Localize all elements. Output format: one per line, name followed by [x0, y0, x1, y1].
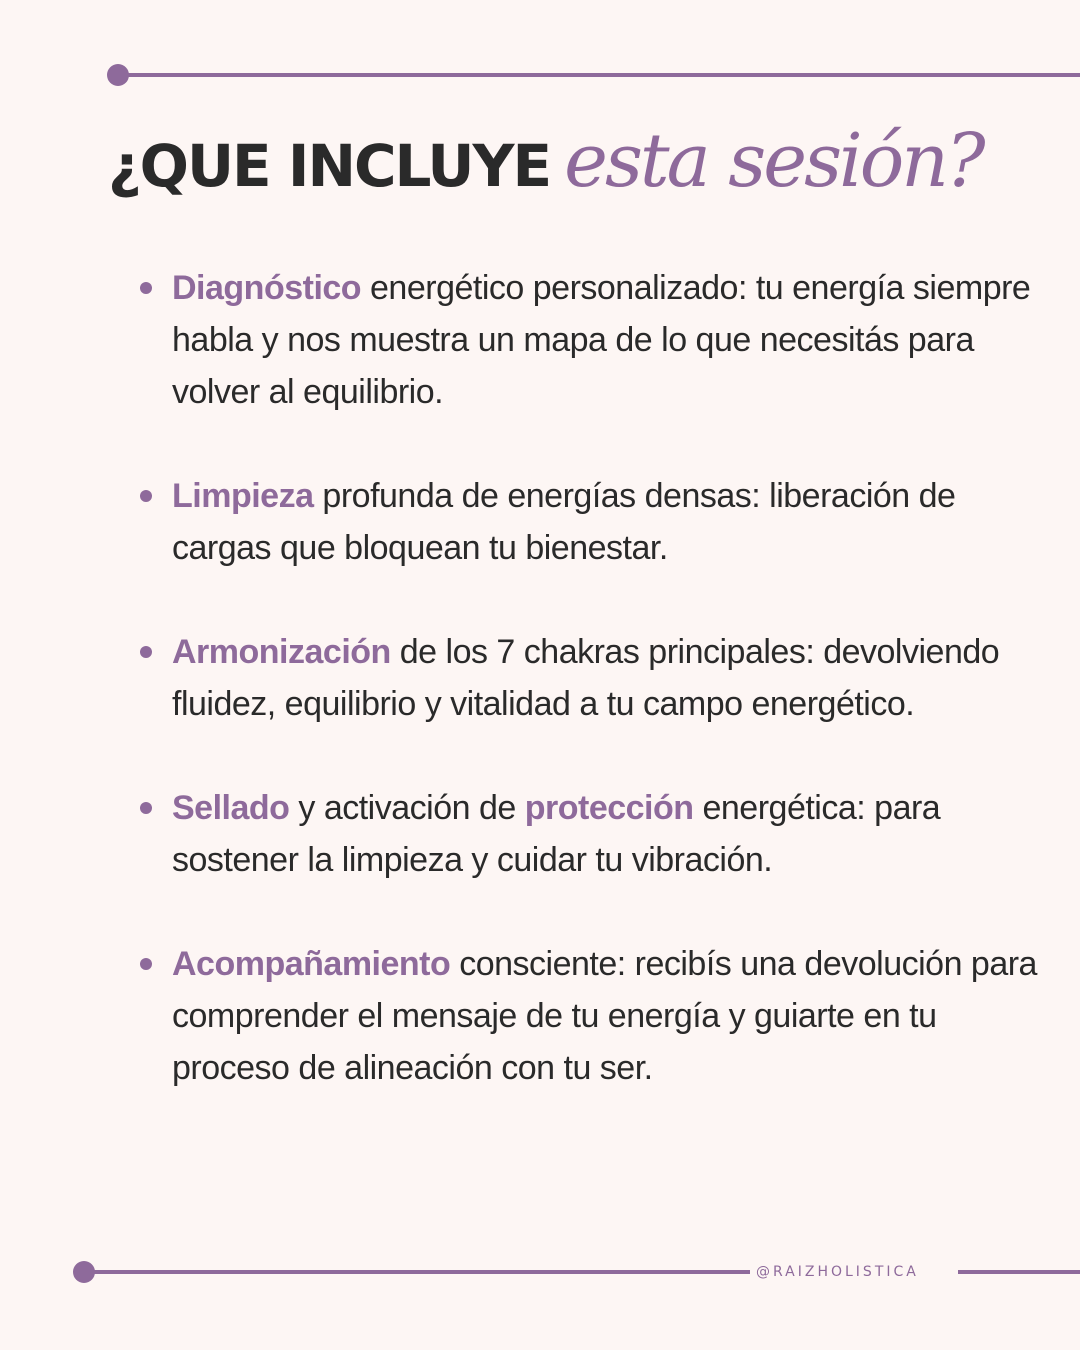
bullet-icon [140, 958, 152, 970]
item-text: consciente: recibís una devolución para comprender el mensaje de tu energía y guiarte en tu proceso de alineación con tu ser. [172, 945, 1037, 1087]
bullet-icon [140, 282, 152, 294]
title-main: ¿QUE INCLUYE [108, 132, 551, 200]
list-item-limpieza [138, 470, 1038, 574]
page-title [108, 118, 1068, 228]
bullet-icon [140, 646, 152, 658]
session-includes-list [138, 262, 1038, 1094]
list-item-diagnostico [138, 262, 1038, 418]
bullet-icon [140, 490, 152, 502]
top-divider-line [118, 73, 1080, 77]
item-text: de los 7 chakras principales: devolviendo fluidez, equilibrio y vitalidad a tu campo energético. [172, 633, 1000, 723]
bottom-divider-line-right [958, 1270, 1080, 1274]
list-item-sellado [138, 782, 1038, 886]
item-lead-secondary: protección [524, 789, 694, 827]
item-text: y activación de [289, 789, 525, 827]
item-lead: Armonización [172, 633, 391, 671]
item-lead: Diagnóstico [172, 269, 362, 307]
item-lead: Sellado [172, 789, 290, 827]
item-text: profunda de energías densas: liberación de cargas que bloquean tu bienestar. [172, 477, 956, 567]
top-divider-dot [107, 64, 129, 86]
list-item-armonizacion [138, 626, 1038, 730]
social-handle: @RAIZHOLISTICA [756, 1264, 919, 1280]
title-script: esta sesión? [564, 118, 983, 204]
bullet-icon [140, 802, 152, 814]
item-text: energético personalizado: tu energía siempre habla y nos muestra un mapa de lo que necesitás para volver al equilibrio. [172, 269, 1031, 411]
bottom-divider-line-left [84, 1270, 750, 1274]
list-item-acompanamiento [138, 938, 1038, 1094]
item-lead: Acompañamiento [172, 945, 451, 983]
item-lead: Limpieza [172, 477, 314, 515]
bottom-divider-dot [73, 1261, 95, 1283]
item-text-secondary: energética: para sostener la limpieza y cuidar tu vibración. [172, 789, 941, 879]
